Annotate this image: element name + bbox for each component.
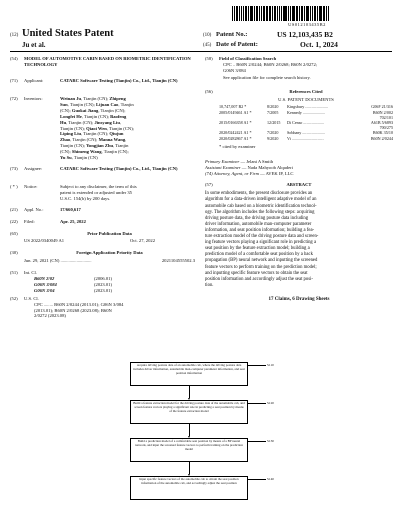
reference-class: A61B 5/6893 (370, 120, 393, 126)
flow-step-label: S110 (267, 363, 274, 367)
abstract-line: ture extraction model of the driving posture data and screen- (205, 234, 319, 240)
abstract-line: seat position by the feature extraction model; building a (205, 246, 310, 252)
inventor-line: Sun, Tianjin (CN); Lijuan Cao, Tianjin (60, 101, 134, 107)
reference-number: 2020/0282867 A1 * (219, 135, 252, 141)
examiner-row (205, 171, 393, 177)
reference-date: 8/2020 (267, 104, 279, 110)
flow-arrow (189, 386, 190, 398)
barcode-bar (269, 6, 270, 21)
code-10: (10) (203, 33, 212, 38)
barcode-bar (301, 6, 302, 21)
barcode-bar (328, 6, 329, 21)
reference-date: 9/2020 (267, 135, 279, 141)
us-cl-line: 2/0272 (2023.08) (34, 313, 66, 319)
flow-step-label: S130 (267, 439, 274, 443)
flow-arrow (189, 424, 190, 436)
inventor-line: (CN); Shimeng Wang, Tianjin (CN); (60, 149, 129, 155)
us-cl-text (24, 302, 195, 320)
foreign-priority-title: Foreign Application Priority Data (76, 250, 143, 256)
reference-class: B60K 35/10 (372, 130, 393, 136)
references-subtitle: U.S. PATENT DOCUMENTS (278, 96, 334, 102)
filed-value: Apr. 25, 2022 (60, 218, 86, 224)
notice-field (10, 184, 195, 202)
notice-line: patent is extended or adjusted under 35 (60, 189, 132, 195)
code-21: (21) (10, 206, 18, 212)
abstract-title: ABSTRACT (286, 182, 312, 188)
inventor-line: Yu Su, Tianjin (CN) (60, 155, 98, 161)
reference-date: 7/2020 (267, 130, 279, 136)
int-cl-class: B60N 2/02 (34, 276, 55, 282)
barcode-bar (286, 6, 287, 21)
notice-text (60, 184, 195, 202)
code-51: (51) (10, 270, 18, 276)
reference-date: 12/2015 (267, 120, 281, 126)
abstract-line: ogy. The algorithm includes the following steps: acquiring (205, 209, 315, 215)
reference-number: 10,747,007 B2 * (219, 104, 247, 110)
inventor-line: Hu, Tianjin (CN); Jinsyang Liu, (60, 119, 122, 125)
inventor-line: Tianjin (CN); Qiaoi Wen, Tianjin (CN); (60, 125, 135, 131)
us-cl-label: U.S. Cl. (24, 295, 39, 301)
references-list (219, 104, 393, 140)
assignee-label: Assignee: (24, 165, 43, 171)
barcode-bar (236, 6, 237, 21)
int-cl-field (10, 270, 195, 294)
barcode-bar (246, 6, 247, 21)
int-cl-class: G06N 3/04 (34, 287, 55, 293)
barcode-bar (264, 6, 265, 21)
int-cl-row (34, 288, 195, 294)
barcode-bar (293, 6, 295, 21)
flow-label-leader (248, 403, 266, 404)
barcode-bar (302, 6, 303, 21)
reference-number: 2020/0242421 A1 * (219, 130, 252, 136)
reference-row (219, 136, 393, 141)
classification-search-title: Field of Classification Search (219, 56, 277, 61)
barcode-bar (261, 6, 262, 21)
examiner-label: Primary Examiner (205, 158, 240, 164)
abstract-line: position information and accordingly adjust the seat posi- (205, 276, 313, 282)
patent-number-label: Patent No.: (216, 31, 248, 38)
flow-step-label: S140 (267, 477, 274, 481)
appl-no-value: 17/660,617 (60, 206, 81, 212)
abstract-line: information, and seat position information; building a fea- (205, 227, 315, 233)
barcode-bar (243, 6, 244, 21)
right-column (205, 56, 393, 303)
abstract-line: ing feature vectors playing a significant role in predicting a (205, 240, 317, 246)
prior-publication-number: US 2022/0340049 A1 (24, 238, 65, 244)
examiner-name: — Jelani A Smith (239, 158, 274, 164)
abstract-line: and inputting specific feature vectors to obtain the seat (205, 270, 308, 276)
reference-inventor: Sobhany ...................... (287, 130, 325, 136)
reference-date: 7/2005 (267, 109, 279, 115)
flow-step-label: S120 (267, 401, 274, 405)
references-field (205, 89, 393, 150)
code-72: (72) (10, 96, 18, 101)
barcode-bar (292, 6, 293, 21)
code-65: (65) (10, 230, 18, 236)
examiners (205, 159, 393, 177)
date-label: Date of Patent: (216, 41, 258, 48)
barcode-bar (279, 6, 281, 21)
barcode-bar (326, 6, 327, 21)
inventor-line: Longfei He, Tianjin (CN); Baofeng (60, 113, 127, 119)
barcode-bar (315, 6, 316, 21)
barcode-bar (245, 6, 246, 21)
code-58: (58) (205, 56, 213, 61)
barcode-bar (234, 6, 235, 21)
barcode-bar (312, 6, 313, 21)
barcode-bar (277, 6, 278, 21)
examiner-label: (74) Attorney, Agent, or Firm (205, 170, 259, 176)
classification-line: CPC .. B60N 2/0244; B60N 2/0268; B60N 2/0272; (223, 61, 318, 67)
flow-arrow (189, 462, 190, 474)
code-73: (73) (10, 165, 18, 171)
cited-by-examiner: * cited by examiner (219, 143, 256, 149)
flow-step-box: Build a feature extraction model for the driving posture data of the automobile cab, and screen feature vectors playing a significant role in predicting a seat position by means of the feature extraction model (130, 400, 248, 424)
notice-line: U.S.C. 154(b) by 200 days. (60, 195, 111, 201)
inventor-list (60, 96, 195, 161)
abstract-line: automobile cab based on a biometric identification technol- (205, 203, 317, 209)
examiner-label: Assistant Examiner (205, 164, 241, 170)
patent-title: MODEL OF AUTOMOTIVE CABIN BASED ON BIOMETRIC IDENTIFICATION TECHNOLOGY (24, 56, 191, 67)
us-cl-line: (2013.01); B60N 2/0268 (2023.08); B60N (34, 307, 112, 313)
notice-line: Subject to any disclaimer, the term of this (60, 183, 137, 189)
int-cl-label: Int. Cl. (24, 270, 37, 276)
abstract-line: tion. (205, 282, 214, 288)
references-title: References Cited (289, 88, 323, 94)
us-cl-field (10, 296, 195, 320)
code-56: (56) (205, 88, 213, 94)
barcode-number: US012103435B2 (288, 22, 326, 27)
barcode-bar (288, 6, 289, 21)
barcode-bar (314, 6, 315, 21)
flow-step-box: Input specific feature vectors of the automobile cab to obtain the seat position information of the automobile cab, and accordingly adjust the seat position (130, 476, 248, 500)
applicant-label: Applicant: (24, 78, 44, 83)
filed-label: Filed: (24, 218, 35, 224)
prior-publication-field (10, 231, 195, 245)
inventor-line: Liping Liu, Tianjin (CN); Qiujun (60, 131, 124, 137)
int-cl-list (24, 276, 195, 294)
reference-class: 700/275 (379, 125, 393, 131)
reference-inventor: Kennedy ...................... (287, 109, 326, 115)
inventor-line: Tianjin (CN); Yongjian Zhu, Tianjin (60, 143, 129, 149)
inventors-label: Inventors: (24, 96, 43, 101)
barcode-bar (317, 6, 318, 21)
barcode-bar (283, 6, 284, 21)
code-52: (52) (10, 295, 18, 301)
reference-number: 2015/0166358 A1 * (219, 120, 252, 126)
abstract-line: propagation (BP) neural network and inputting the screened (205, 258, 318, 264)
barcode-bar (274, 6, 275, 21)
code-54: (54) (10, 56, 18, 61)
applicant-field (10, 78, 195, 94)
barcode-bar (310, 6, 311, 21)
barcode-bar (250, 6, 251, 21)
barcode-bar (296, 6, 297, 21)
barcode-bar (306, 6, 307, 21)
reference-number: 2005/0149461 A1 * (219, 109, 252, 115)
flow-label-leader (248, 479, 266, 480)
int-cl-class: G06N 3/084 (34, 281, 57, 287)
inventor-line: Zhao, Tianjin (CN); Manna Wang, (60, 137, 127, 143)
claims-count: 17 Claims, 6 Drawing Sheets (268, 296, 330, 302)
flow-label-leader (248, 441, 266, 442)
filed-field (10, 219, 195, 225)
inventor-line: (CN); Guokai Jiang, Tianjin (CN); (60, 107, 126, 113)
barcode-bar (251, 6, 253, 21)
barcode-bar (323, 6, 324, 21)
patent-number: US 12,103,435 B2 (277, 30, 333, 39)
reference-class: 702/101 (379, 114, 393, 120)
code-12: (12) (10, 33, 19, 38)
barcode-bar (290, 6, 291, 21)
classification-line: G06N 3/084 (223, 67, 246, 73)
foreign-priority-field (10, 250, 195, 264)
abstract-line: prediction model of a comfortable seat position by a back (205, 252, 313, 258)
barcode-bar (324, 6, 325, 21)
patent-date: Oct. 1, 2024 (300, 40, 338, 49)
inventor-short: Ju et al. (22, 41, 46, 49)
barcode-bar (299, 6, 300, 21)
barcode-bar (256, 6, 257, 21)
abstract-line: driving posture data, the driving posture data including (205, 215, 309, 221)
reference-class: G06F 21/316 (371, 104, 393, 110)
barcode-bar (241, 6, 242, 21)
abstract-line: feature vectors to perform training on the prediction model; (205, 264, 317, 270)
prior-publication-date: Oct. 27, 2022 (129, 238, 155, 244)
appl-no-field (10, 207, 195, 213)
barcode-bar (281, 6, 282, 21)
barcode-bar (320, 6, 322, 21)
barcode (232, 6, 382, 21)
barcode-bar (275, 6, 276, 21)
barcode-bar (259, 6, 260, 21)
int-cl-year: (2023.01) (94, 281, 112, 287)
barcode-bar (304, 6, 305, 21)
foreign-priority-number: 2021104555502.3 (161, 258, 195, 264)
code-57: (57) (205, 182, 213, 188)
abstract-line: algorithm for a data-driven intelligent adaptive model of an (205, 197, 317, 203)
int-cl-year: (2006.01) (94, 276, 112, 282)
inventors-field (10, 96, 195, 161)
classification-search-field (205, 56, 393, 81)
barcode-bar (248, 6, 249, 21)
reference-inventor: Kingsbury ...................... (287, 104, 328, 110)
search-history-note: See application file for complete search history. (223, 74, 311, 80)
us-cl-line: CPC ........ B60N 2/0244 (2013.01); G06N 3/084 (34, 301, 124, 307)
barcode-bar (266, 6, 268, 21)
classification-search-text (219, 62, 393, 74)
barcode-bar (272, 6, 273, 21)
examiner-name: — AVEK IP, LLC (258, 170, 294, 176)
appl-no-label: Appl. No.: (24, 206, 44, 212)
flow-step-box: Acquire driving posture data of an automobile cab, where the driving posture data includes driver information, automobile man-computer parameter information, and seat position information (130, 362, 248, 386)
barcode-bar (284, 6, 285, 21)
barcode-bar (232, 6, 233, 21)
header-rule (10, 51, 392, 52)
assignee-name: CATARC Software Testing (Tianjin) Co., Ltd., Tianjin (CN) (60, 165, 178, 171)
barcode-bar (257, 6, 258, 21)
abstract-field (205, 182, 393, 288)
code-30: (30) (10, 250, 18, 256)
foreign-priority-date: Jun. 29, 2021 (CN) ........................... (24, 258, 92, 264)
barcode-bar (237, 6, 238, 21)
barcode-bar (254, 6, 255, 21)
barcode-bar (270, 6, 271, 21)
int-cl-year: (2023.01) (94, 287, 112, 293)
flow-step-box: Build a prediction model of a comfortable seat position by means of a BP neural network, and input the screened feature vectors to perform training on the prediction model (130, 438, 248, 462)
notice-label: Notice: (24, 183, 38, 189)
reference-class: B60N 2/0244 (370, 135, 393, 141)
abstract-text (205, 191, 393, 289)
abstract-line: driver information, automobile man-computer parameter (205, 221, 312, 227)
code-45: (45) (203, 43, 212, 48)
flow-label-leader (248, 365, 266, 366)
examiner-name: — Nada Mahyoob Alqaderi (240, 164, 293, 170)
barcode-bar (307, 6, 309, 21)
assignee-field (10, 166, 195, 179)
reference-inventor: Di Censo .................... (287, 120, 324, 126)
flowchart (110, 358, 310, 518)
code-71: (71) (10, 78, 18, 83)
reference-inventor: Vi ............................... (287, 135, 324, 141)
reference-class: B60N 2/002 (372, 109, 393, 115)
prior-publication-title: Prior Publication Data (87, 230, 132, 236)
code-22: (22) (10, 218, 18, 224)
document-type: United States Patent (22, 28, 114, 39)
barcode-bar (319, 6, 320, 21)
abstract-line: In some embodiments, the present disclosure provides an (205, 191, 313, 197)
applicant-name: CATARC Software Testing (Tianjin) Co., Ltd., Tianjin (CN) (60, 78, 178, 83)
code-notice: ( * ) (10, 183, 18, 189)
barcode-bar (297, 6, 298, 21)
left-column (10, 56, 195, 319)
barcode-bar (263, 6, 264, 21)
barcode-bar (239, 6, 241, 21)
inventor-line: Weinan Ju, Tianjin (CN); Zhipeng (60, 96, 126, 101)
title-field (10, 56, 195, 74)
